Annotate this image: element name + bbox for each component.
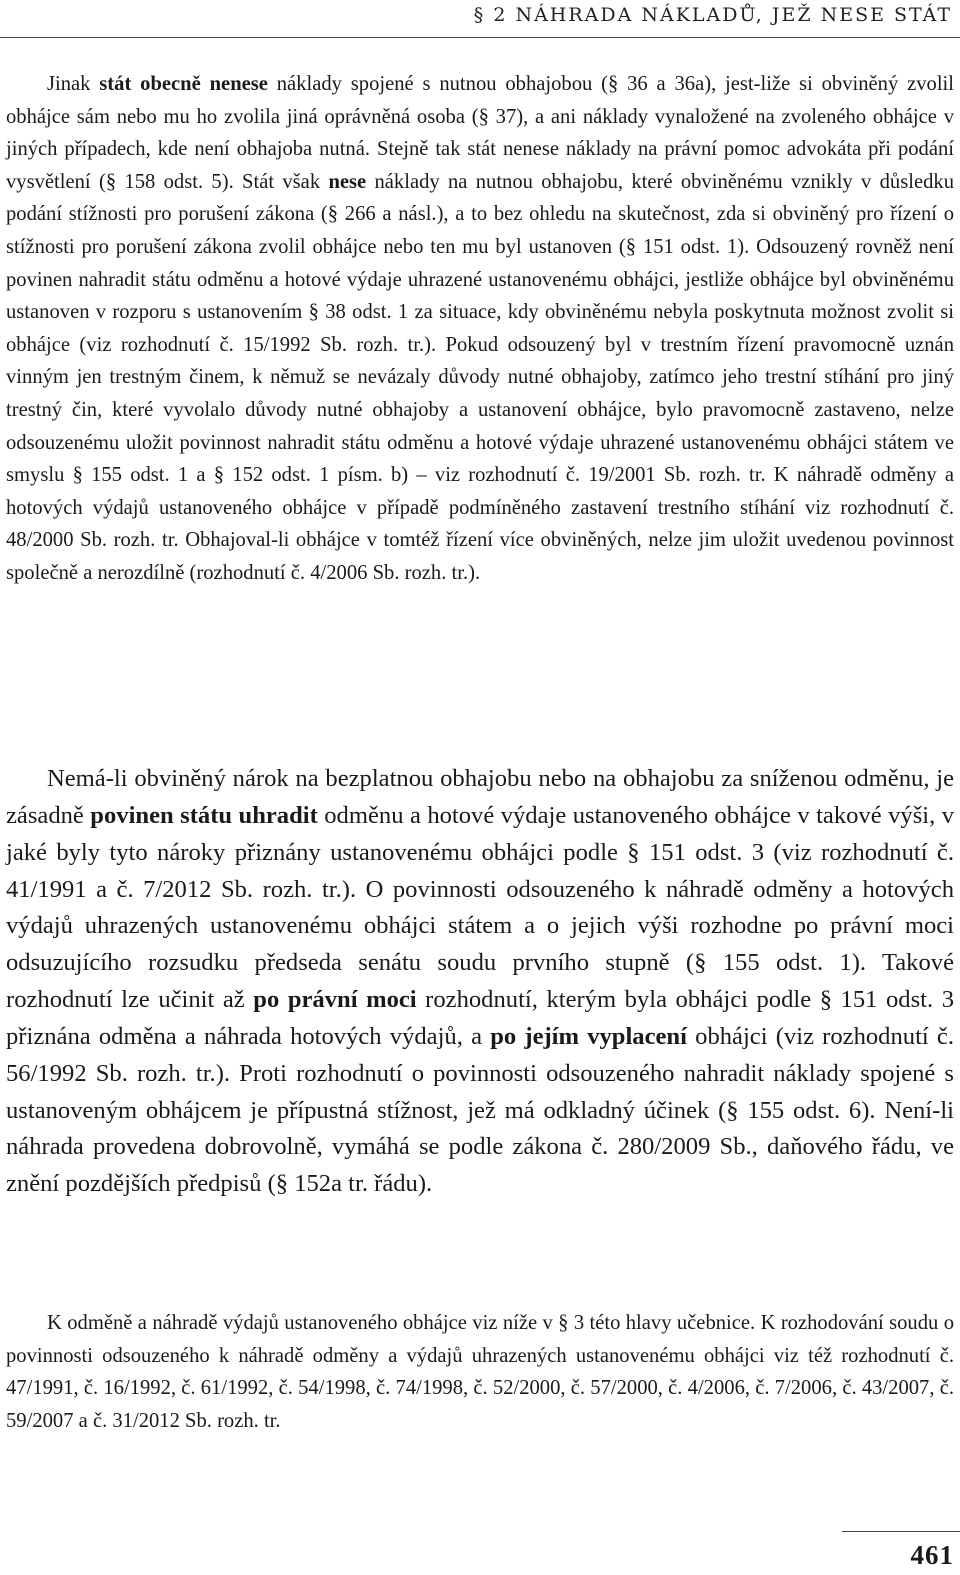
page-number: 461 bbox=[910, 1540, 954, 1570]
body-text: náklady spojené s nutnou obhajobou (§ 36 a 36a), jest-liže si obviněný zvolil obhájce sám nebo mu ho zvolila jiná oprávněná osoba (§ 37), a ani náklady vynaložené na zvoleného obhájce v jiných případech, kde není obhajoba nutná. Stejně tak stát nenese náklady na právní pomoc advokáta při podání vysvětlení (§ 158 odst. 5). Stát však bbox=[6, 73, 954, 193]
emphasis-text: po právní moci bbox=[253, 986, 417, 1014]
paragraph-1 bbox=[6, 68, 954, 590]
emphasis-text: povinen státu uhradit bbox=[90, 801, 318, 829]
body-text: Jinak bbox=[47, 73, 100, 95]
body-text: rozhodnutí, kterým byla obhájci podle § 151 odst. 3 přiznána odměna a náhrada hotových výdajů, a bbox=[6, 986, 955, 1050]
body-text: K odměně a náhradě výdajů ustanoveného obhájce viz níže v § 3 této hlavy učebnice. K rozhodování soudu o povinnosti odsouzeného k náhradě odměny a výdajů uhrazených ustanovenému obhájci viz též rozhodnutí č. 47/1991, č. 16/1992, č. 61/1992, č. 54/1998, č. 74/1998, č. 52/2000, č. 57/2000, č. 4/2006, č. 7/2006, č. 43/2007, č. 59/2007 a č. 31/2012 Sb. rozh. tr. bbox=[6, 1312, 954, 1432]
emphasis-text: po jejím vyplacení bbox=[490, 1022, 687, 1050]
paragraph-2 bbox=[6, 761, 954, 1203]
emphasis-text: stát obecně nenese bbox=[99, 73, 268, 95]
body-text: odměnu a hotové výdaje ustanoveného obhájce v takové výši, v jaké byly tyto nároky přiznány ustanovenému obhájci podle § 151 odst. 3 (viz rozhodnutí č. 41/1991 a č. 7/2012 Sb. rozh. tr.). O povinnosti odsouzeného k náhradě odměny a hotových výdajů uhrazených ustanovenému obhájci státem a o jejich výši rozhodne po právní moci odsuzujícího rozsudku předseda senátu soudu prvního stupně (§ 155 odst. 1). Takové rozhodnutí lze učinit až bbox=[6, 801, 955, 1014]
body-text: obhájci (viz rozhodnutí č. 56/1992 Sb. rozh. tr.). Proti rozhodnutí o povinnosti odsouzeného nahradit náklady spojené s ustanoveným obhájcem je přípustná stížnost, jež má odkladný účinek (§ 155 odst. 6). Není-li náhrada provedena dobrovolně, vymáhá se podle zákona č. 280/2009 Sb., daňového řádu, ve znění pozdějších předpisů (§ 152a tr. řádu). bbox=[6, 1022, 954, 1198]
emphasis-text: nese bbox=[328, 170, 367, 193]
paragraph-3 bbox=[6, 1307, 954, 1437]
running-header: § 2 NÁHRADA NÁKLADŮ, JEŽ NESE STÁT bbox=[473, 4, 952, 26]
footer-rule bbox=[842, 1531, 960, 1532]
header-rule bbox=[0, 37, 960, 38]
body-text: náklady na nutnou obhajobu, které obviněnému vznikly v důsledku podání stížnosti pro porušení zákona (§ 266 a násl.), a to bez ohledu na skutečnost, zda si obviněný pro řízení o stížnosti pro porušení zákona zvolil obhájce nebo ten mu byl ustanoven (§ 151 odst. 1). Odsouzený rovněž není povinen nahradit státu odměnu a hotové výdaje uhrazené ustanovenému obhájci, jestliže obhájce byl obviněnému ustanoven v rozporu s ustanovením § 38 odst. 1 za situace, kdy obviněnému nebyla poskytnuta možnost zvolit si obhájce (viz rozhodnutí č. 15/1992 Sb. rozh. tr.). Pokud odsouzený byl v trestním řízení pravomocně uznán vinným jen trestným činem, k němuž se nevázaly důvody nutné obhajoby, zatímco jeho trestní stíhání pro jiný trestný čin, které vyvolalo důvody nutné obhajoby a ustanovení obhájce, bylo pravomocně zastaveno, nelze odsouzenému uložit povinnost nahradit státu odměnu a hotové výdaje uhrazené ustanovenému obhájci státem ve smyslu § 155 odst. 1 a § 152 odst. 1 písm. b) – viz rozhodnutí č. 19/2001 Sb. rozh. tr. K náhradě odměny a hotových výdajů ustanoveného obhájce v případě podmíněného zastavení trestního stíhání viz rozhodnutí č. 48/2000 Sb. rozh. tr. Obhajoval-li obhájce v tomtéž řízení více obviněných, nelze jim uložit uvedenou povinnost společně a nerozdílně (rozhodnutí č. 4/2006 Sb. rozh. tr.). bbox=[6, 170, 954, 584]
body-text: Nemá-li obviněný nárok na bezplatnou obhajobu nebo na obhajobu za sníženou odměnu, je zásadně bbox=[6, 765, 954, 829]
